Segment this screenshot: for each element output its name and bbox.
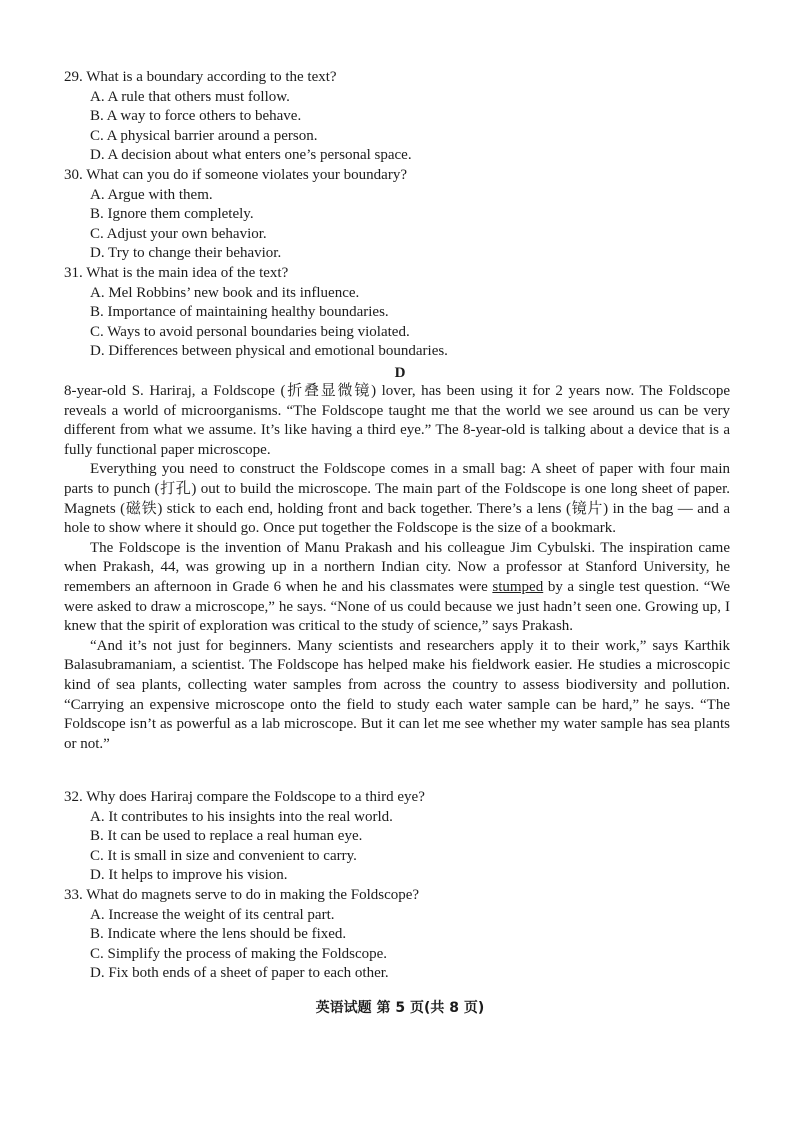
question-29: [64, 68, 744, 166]
option-a: A. It contributes to his insights into the real world.: [90, 808, 393, 825]
option-d: D. Fix both ends of a sheet of paper to each other.: [90, 965, 389, 982]
question-stem: 31. What is the main idea of the text?: [64, 265, 289, 281]
paragraph-3-text-end: by a single test question. “We were asked to draw a microscope,” he says. “None of us could because we just hadn’t seen one. Growing up, I knew that the spirit of exploration was critical to the study of science,” says Prakash.: [64, 578, 730, 635]
question-31: [64, 264, 744, 362]
option-b: B. Importance of maintaining healthy boundaries.: [90, 304, 389, 321]
question-stem: 30. What can you do if someone violates your boundary?: [64, 167, 407, 183]
option-b: B. It can be used to replace a real human eye.: [90, 828, 363, 845]
option-c: C. Adjust your own behavior.: [90, 225, 267, 242]
option-d: D. A decision about what enters one’s personal space.: [90, 147, 412, 164]
question-stem: 33. What do magnets serve to do in making the Foldscope?: [64, 887, 420, 903]
option-b: B. Indicate where the lens should be fixed.: [90, 926, 347, 943]
question-33: [64, 886, 744, 984]
option-d: D. It helps to improve his vision.: [90, 867, 288, 884]
option-c: C. It is small in size and convenient to carry.: [90, 847, 357, 864]
option-d: D. Differences between physical and emotional boundaries.: [90, 343, 448, 360]
section-heading: D: [394, 365, 406, 381]
option-c: C. Simplify the process of making the Foldscope.: [90, 945, 388, 962]
option-c: C. A physical barrier around a person.: [90, 127, 318, 144]
option-a: A. Argue with them.: [90, 186, 213, 203]
option-a: A. Increase the weight of its central part.: [90, 906, 335, 923]
passage-paragraph-1: 8-year-old S. Hariraj, a Foldscope (折叠显微镜) lover, has been using it for 2 years now. The Foldscope reveals a world of microorganisms. “The Foldscope taught me that the world we see around us can be very different from what we assume. It’s like having a third eye.” The 8-year-old is talking about a device that is a fully functional paper microscope.: [64, 383, 730, 458]
option-c: C. Ways to avoid personal boundaries being violated.: [90, 323, 410, 340]
option-a: A. Mel Robbins’ new book and its influence.: [90, 284, 360, 301]
paragraph-3-text-start: The Foldscope is the invention of Manu Prakash and his colleague Jim Cybulski. The inspiration came when Prakash, 44, was growing up in a northern Indian city. Now a professor at Stanford University, he remembers an afternoon in Grade 6 when he and his classmates were: [64, 539, 730, 595]
option-d: D. Try to change their behavior.: [90, 245, 282, 262]
page-footer: 英语试题 第 5 页(共 8 页): [315, 1000, 485, 1016]
question-stem: 32. Why does Hariraj compare the Foldscope to a third eye?: [64, 789, 425, 805]
reading-passage: [64, 382, 730, 754]
question-30: [64, 166, 744, 264]
passage-paragraph-2: Everything you need to construct the Foldscope comes in a small bag: A sheet of paper with four main parts to punch (打孔) out to build the microscope. The main part of the Foldscope is one long sheet of paper. Magnets (磁铁) stick to each end, holding front and back together. There’s a lens (镜片) in the bag — and a hole to show where it should go. Once put together the Foldscope is the size of a bookmark.: [64, 461, 730, 537]
option-b: B. Ignore them completely.: [90, 206, 254, 223]
passage-paragraph-4: “And it’s not just for beginners. Many scientists and researchers apply it to their work,” says Karthik Balasubramaniam, a scientist. The Foldscope has helped make his fieldwork easier. He studies a microscopic kind of sea plants, collecting water samples from across the country to assess biodiversity and pollution. “Carrying an expensive microscope onto the field to study each water sample can be hard,” he says. “The Foldscope isn’t as powerful as a lab microscope. But it can let me see whether my water sample has sea plants or not.”: [64, 637, 730, 752]
option-a: A. A rule that others must follow.: [90, 88, 290, 105]
passage-paragraph-3: [64, 539, 730, 637]
question-stem: 29. What is a boundary according to the text?: [64, 69, 337, 85]
option-b: B. A way to force others to behave.: [90, 108, 302, 125]
question-32: [64, 788, 744, 886]
underlined-word: stumped: [492, 578, 544, 595]
